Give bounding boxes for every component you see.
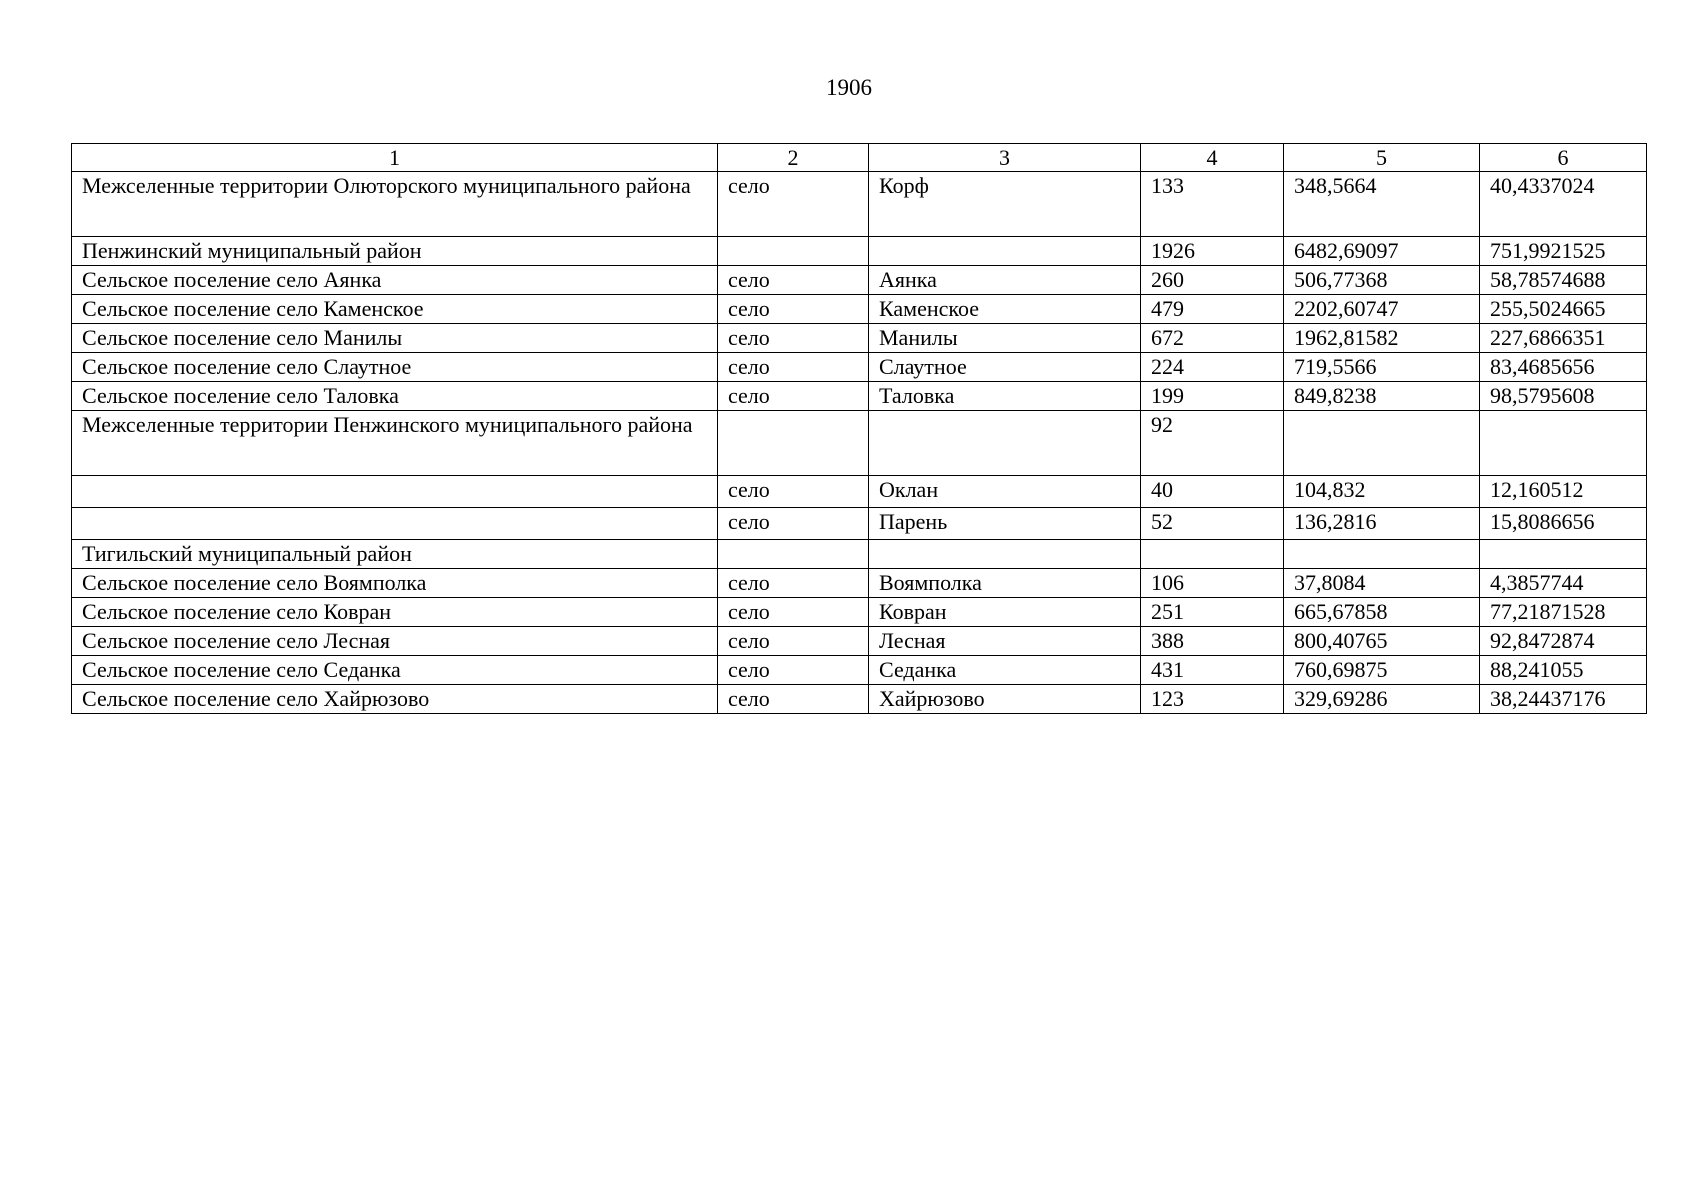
table-cell: 92,8472874 [1480,627,1647,656]
table-cell: 255,5024665 [1480,295,1647,324]
table-cell: 479 [1141,295,1284,324]
table-cell: село [718,353,869,382]
table-cell: 1962,81582 [1284,324,1480,353]
table-cell: 88,241055 [1480,656,1647,685]
table-cell: 224 [1141,353,1284,382]
table-cell: 106 [1141,569,1284,598]
table-cell [869,411,1141,476]
table-cell: 1926 [1141,237,1284,266]
table-cell: село [718,476,869,508]
table-cell: Сельское поселение село Аянка [72,266,718,295]
table-cell: 431 [1141,656,1284,685]
table-cell: 133 [1141,172,1284,237]
table-cell: Хайрюзово [869,685,1141,714]
table-cell: Сельское поселение село Ковран [72,598,718,627]
table-cell: Седанка [869,656,1141,685]
table-cell [718,237,869,266]
table-cell: Слаутное [869,353,1141,382]
table-cell: Манилы [869,324,1141,353]
table-cell: 665,67858 [1284,598,1480,627]
table-row [72,656,1647,685]
table-cell: 58,78574688 [1480,266,1647,295]
table-cell: 4,3857744 [1480,569,1647,598]
table-cell: 6482,69097 [1284,237,1480,266]
table-row [72,411,1647,476]
table-cell: 98,5795608 [1480,382,1647,411]
table-row [72,627,1647,656]
table-row [72,569,1647,598]
table-cell: Межселенные территории Пенжинского муниципального района [72,411,718,476]
table-cell: Парень [869,508,1141,540]
table-cell: Сельское поселение село Каменское [72,295,718,324]
table-cell: село [718,266,869,295]
table-row [72,508,1647,540]
table-row [72,598,1647,627]
table-cell: 37,8084 [1284,569,1480,598]
table-cell: 227,6866351 [1480,324,1647,353]
table-cell: 83,4685656 [1480,353,1647,382]
table-row [72,476,1647,508]
table-cell: Оклан [869,476,1141,508]
column-header: 5 [1284,144,1480,172]
table-cell: село [718,569,869,598]
table-cell: село [718,656,869,685]
table-cell: 251 [1141,598,1284,627]
table-cell: 92 [1141,411,1284,476]
table-cell: Межселенные территории Олюторского муниципального района [72,172,718,237]
table-cell: Ковран [869,598,1141,627]
column-header: 4 [1141,144,1284,172]
header-row [72,144,1647,172]
table-cell: 388 [1141,627,1284,656]
table-cell: 849,8238 [1284,382,1480,411]
column-header: 1 [72,144,718,172]
table-cell [72,508,718,540]
table-cell [718,411,869,476]
table-cell: Воямполка [869,569,1141,598]
table-cell: 800,40765 [1284,627,1480,656]
column-header: 6 [1480,144,1647,172]
table-cell: Аянка [869,266,1141,295]
column-header: 2 [718,144,869,172]
table-row [72,172,1647,237]
table-row [72,324,1647,353]
table-cell: 329,69286 [1284,685,1480,714]
data-table [71,143,1647,714]
table-cell: Тигильский муниципальный район [72,540,718,569]
table-cell: село [718,598,869,627]
table-row [72,382,1647,411]
table-cell: село [718,382,869,411]
table-cell: село [718,508,869,540]
table-cell: 136,2816 [1284,508,1480,540]
table-cell: Сельское поселение село Слаутное [72,353,718,382]
table-row [72,295,1647,324]
table-cell: село [718,324,869,353]
table-cell: село [718,172,869,237]
table-cell [869,237,1141,266]
table-cell: Каменское [869,295,1141,324]
table-cell: 12,160512 [1480,476,1647,508]
table-cell: село [718,295,869,324]
table-cell: Сельское поселение село Лесная [72,627,718,656]
table-cell: Сельское поселение село Седанка [72,656,718,685]
page-number: 1906 [826,75,872,100]
table-row [72,540,1647,569]
table-cell [869,540,1141,569]
table-cell: 123 [1141,685,1284,714]
table-cell: 506,77368 [1284,266,1480,295]
table-cell: 348,5664 [1284,172,1480,237]
table-cell: Сельское поселение село Манилы [72,324,718,353]
column-header: 3 [869,144,1141,172]
table-cell [718,540,869,569]
table-cell [72,476,718,508]
table-cell [1480,411,1647,476]
table-cell: 719,5566 [1284,353,1480,382]
table-cell: 751,9921525 [1480,237,1647,266]
table-cell: Корф [869,172,1141,237]
table-row [72,237,1647,266]
table-cell [1141,540,1284,569]
table-cell: 38,24437176 [1480,685,1647,714]
table-row [72,266,1647,295]
table-row [72,685,1647,714]
table-cell: Таловка [869,382,1141,411]
table-row [72,353,1647,382]
table-cell: 760,69875 [1284,656,1480,685]
table-cell [1480,540,1647,569]
table-cell: Лесная [869,627,1141,656]
table-cell: село [718,627,869,656]
table-cell: Сельское поселение село Таловка [72,382,718,411]
table-cell [1284,411,1480,476]
table-cell: 52 [1141,508,1284,540]
table-cell: Пенжинский муниципальный район [72,237,718,266]
table-cell: 40,4337024 [1480,172,1647,237]
table-cell: 260 [1141,266,1284,295]
table-cell: 40 [1141,476,1284,508]
table-cell [1284,540,1480,569]
table-cell: 15,8086656 [1480,508,1647,540]
table-cell: 199 [1141,382,1284,411]
table-cell: Сельское поселение село Воямполка [72,569,718,598]
table-cell: 672 [1141,324,1284,353]
table-cell: 2202,60747 [1284,295,1480,324]
table-cell: 104,832 [1284,476,1480,508]
table-cell: 77,21871528 [1480,598,1647,627]
table-cell: село [718,685,869,714]
table-cell: Сельское поселение село Хайрюзово [72,685,718,714]
